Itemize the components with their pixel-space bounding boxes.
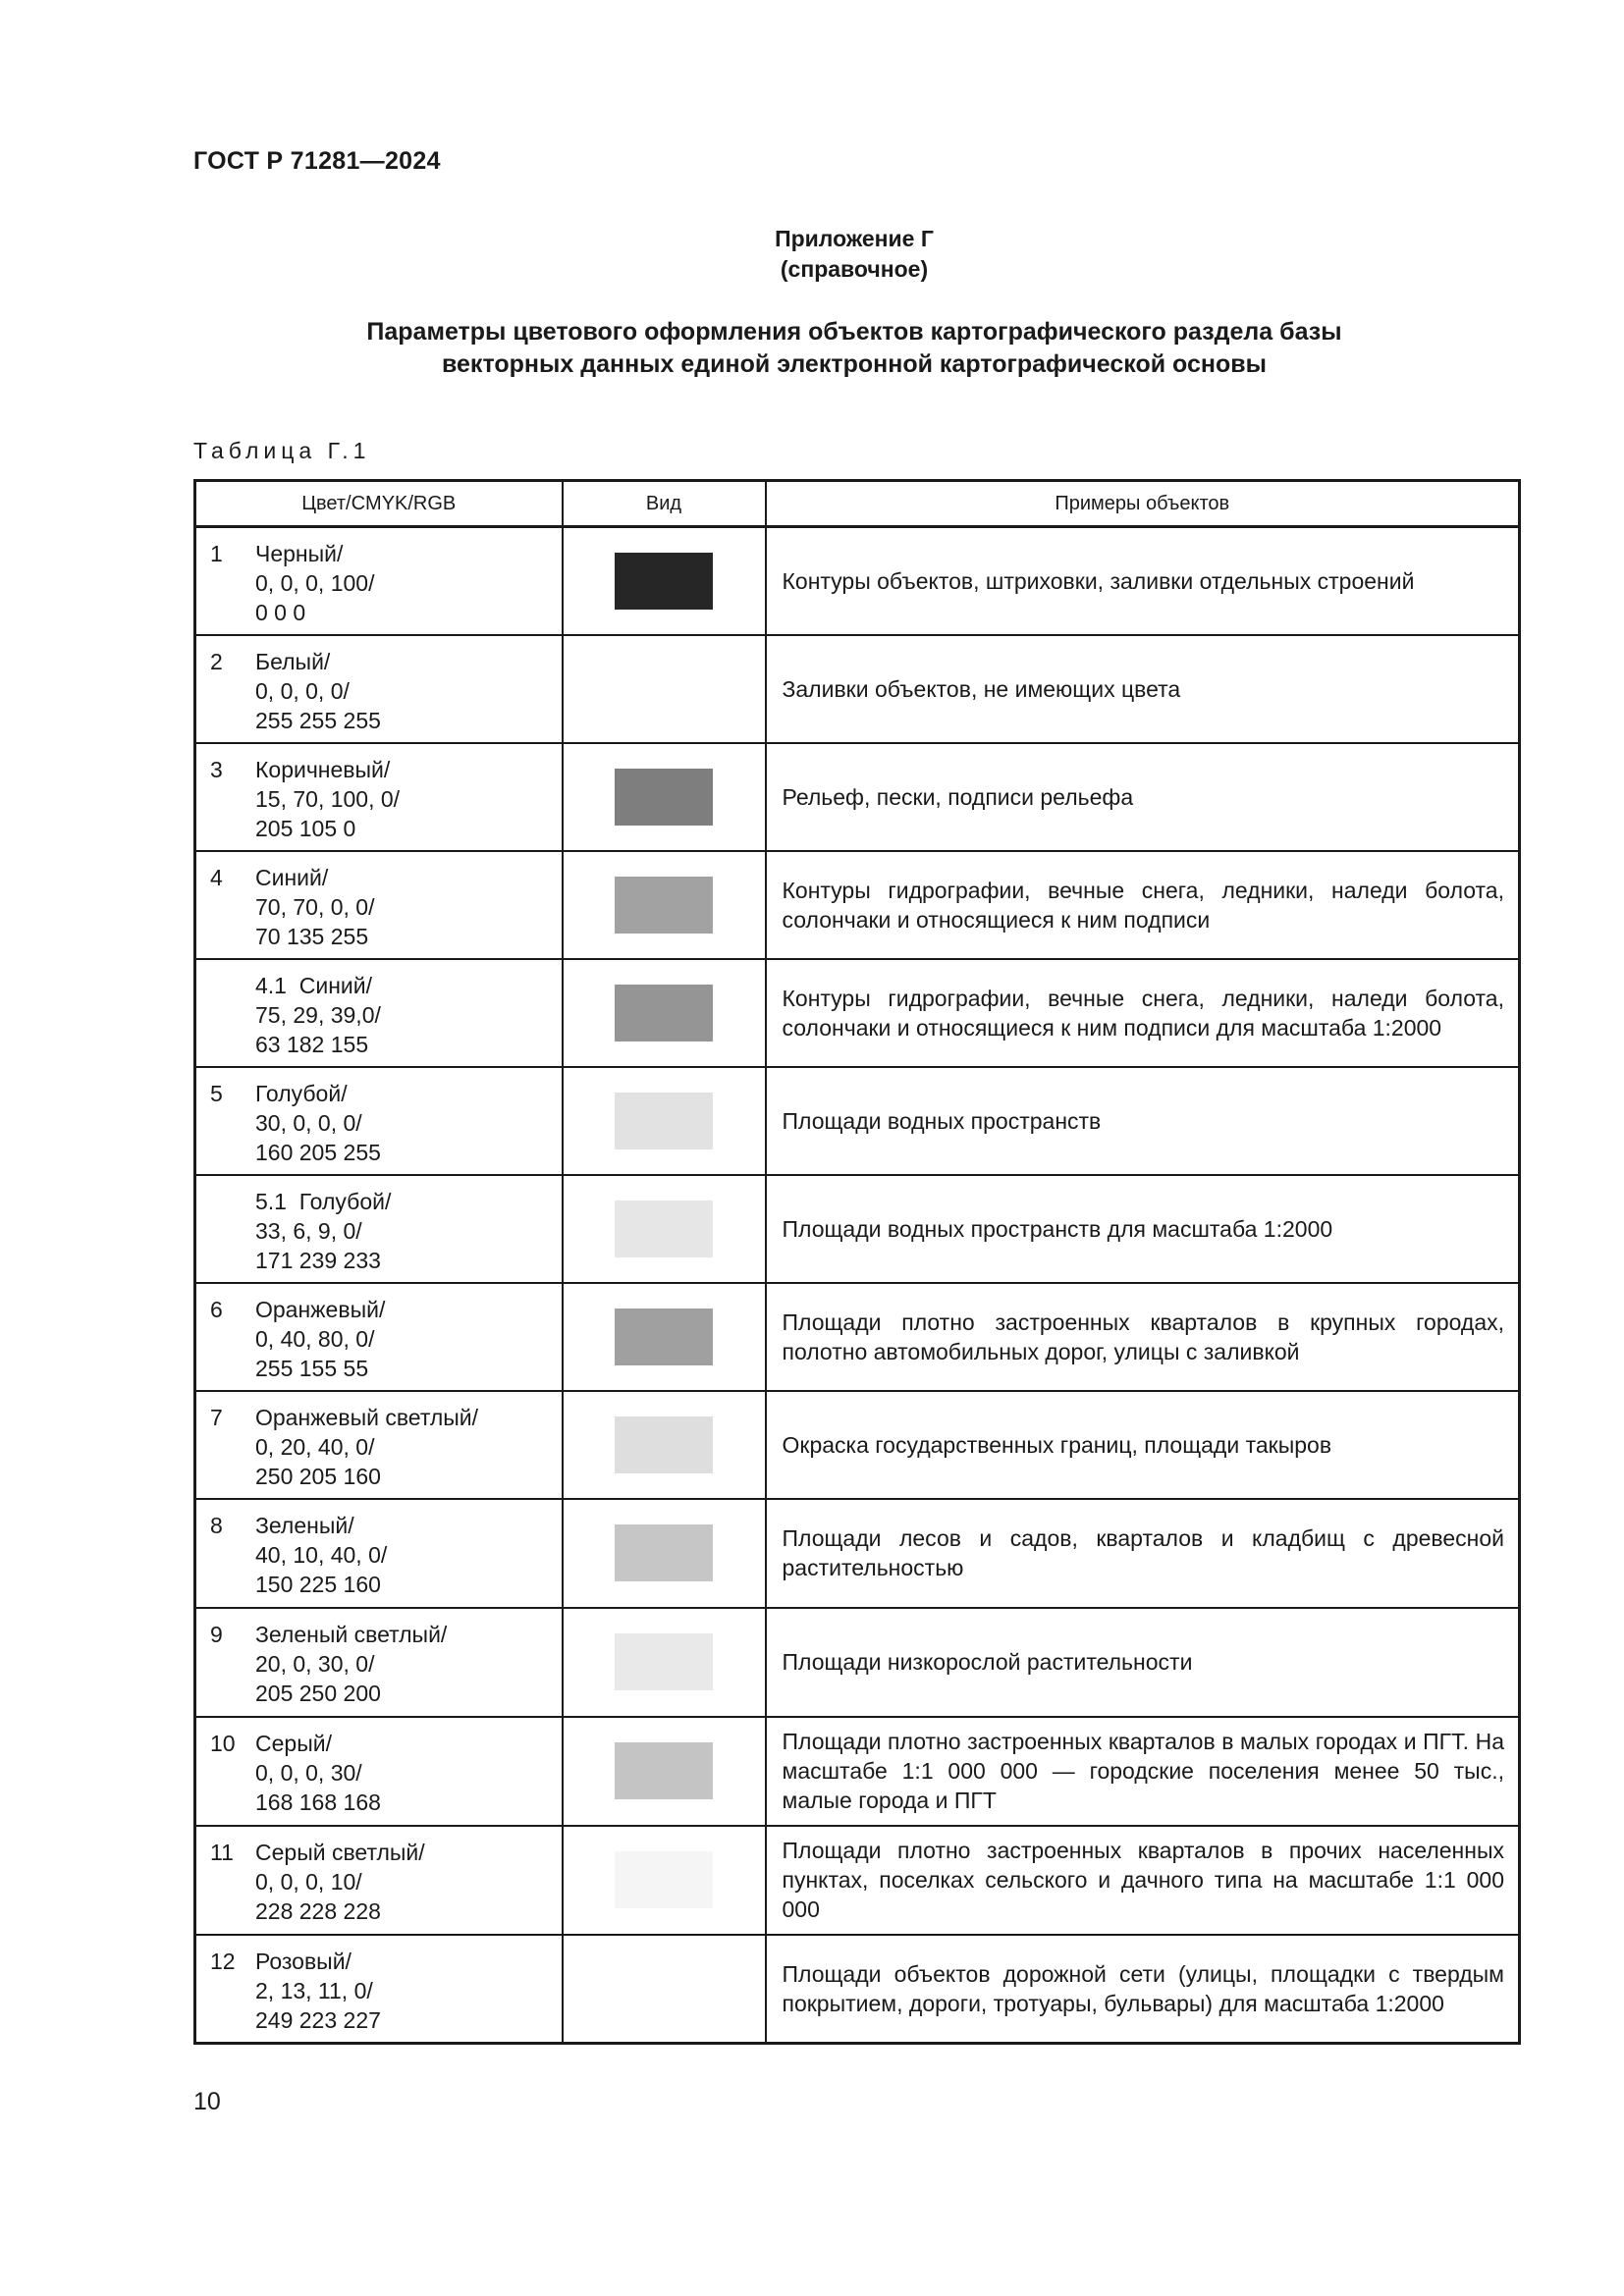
cmyk-value: 33, 6, 9, 0/ — [255, 1217, 362, 1244]
examples-cell: Рельеф, пески, подписи рельефа — [766, 743, 1520, 851]
color-swatch — [615, 1742, 713, 1799]
color-cell — [195, 1175, 563, 1283]
rgb-value: 70 135 255 — [255, 923, 369, 949]
row-number: 11 — [210, 1840, 234, 1865]
swatch-cell — [563, 1608, 766, 1717]
table-row — [195, 635, 1520, 743]
color-name-text: Голубой/ — [255, 1080, 348, 1106]
color-name-text: Зеленый светлый/ — [255, 1622, 448, 1647]
swatch-cell — [563, 1067, 766, 1175]
table-row — [195, 743, 1520, 851]
row-number: 9 — [210, 1622, 223, 1647]
color-name-text: Голубой/ — [298, 1188, 392, 1214]
examples-cell: Площади водных пространств — [766, 1067, 1520, 1175]
color-name-text: Серый/ — [255, 1731, 332, 1756]
color-name — [255, 1947, 381, 1976]
appendix-subtitle: (справочное) — [780, 256, 929, 282]
document-code: ГОСТ Р 71281—2024 — [193, 147, 441, 175]
cmyk-value: 75, 29, 39,0/ — [255, 1001, 381, 1028]
color-swatch — [615, 985, 713, 1041]
cmyk-value: 20, 0, 30, 0/ — [255, 1651, 375, 1677]
table-row — [195, 1067, 1520, 1175]
cmyk-value: 0, 0, 0, 30/ — [255, 1760, 362, 1786]
table-row — [195, 1391, 1520, 1499]
cmyk-value: 2, 13, 11, 0/ — [255, 1977, 373, 2003]
cmyk-value: 70, 70, 0, 0/ — [255, 893, 375, 920]
header-view: Вид — [563, 481, 766, 527]
color-cell — [195, 1717, 563, 1826]
color-name-text: Синий/ — [255, 864, 329, 890]
rgb-value: 63 182 155 — [255, 1031, 369, 1057]
color-name-text: Оранжевый светлый/ — [255, 1404, 479, 1430]
color-name — [255, 971, 381, 1000]
table-row — [195, 1283, 1520, 1391]
color-name-text: Оранжевый/ — [255, 1296, 386, 1322]
cmyk-value: 40, 10, 40, 0/ — [255, 1542, 388, 1568]
cmyk-value: 0, 0, 0, 0/ — [255, 677, 350, 704]
color-name — [255, 1511, 387, 1540]
examples-cell: Площади объектов дорожной сети (улицы, площадки с твердым покрытием, дороги, тротуары, бульвары) для масштаба 1:2000 — [766, 1935, 1520, 2044]
color-cell — [195, 959, 563, 1067]
color-name-text: Зеленый/ — [255, 1513, 354, 1538]
color-name — [255, 1620, 447, 1649]
examples-cell: Контуры гидрографии, вечные снега, ледники, наледи болота, солончаки и относящиеся к ним подписи — [766, 851, 1520, 959]
swatch-cell — [563, 1935, 766, 2044]
color-cell — [195, 1067, 563, 1175]
table-header-row — [195, 481, 1520, 527]
table-row — [195, 1499, 1520, 1608]
appendix-heading — [0, 224, 1624, 285]
rgb-value: 250 205 160 — [255, 1463, 381, 1489]
row-number: 4 — [210, 864, 223, 890]
row-number: 5.1 — [255, 1188, 287, 1214]
swatch-cell — [563, 635, 766, 743]
color-cell — [195, 1935, 563, 2044]
color-name-text: Розовый/ — [255, 1948, 352, 1974]
color-swatch — [615, 1524, 713, 1581]
color-name — [255, 647, 381, 676]
row-number: 2 — [210, 648, 223, 674]
rgb-value: 205 105 0 — [255, 815, 356, 841]
row-number: 7 — [210, 1404, 223, 1430]
row-number: 12 — [210, 1948, 236, 1974]
swatch-cell — [563, 527, 766, 635]
color-swatch — [615, 1633, 713, 1690]
cmyk-value: 0, 20, 40, 0/ — [255, 1433, 375, 1460]
header-color: Цвет/CMYK/RGB — [195, 481, 563, 527]
color-name — [255, 1187, 391, 1216]
cmyk-value: 0, 40, 80, 0/ — [255, 1325, 375, 1352]
rgb-value: 205 250 200 — [255, 1681, 381, 1706]
examples-cell: Площади плотно застроенных кварталов в крупных городах, полотно автомобильных дорог, улицы с заливкой — [766, 1283, 1520, 1391]
color-swatch — [615, 553, 713, 610]
color-name — [255, 1838, 425, 1867]
examples-cell: Площади водных пространств для масштаба 1:2000 — [766, 1175, 1520, 1283]
rgb-value: 228 228 228 — [255, 1898, 381, 1924]
rgb-value: 255 155 55 — [255, 1355, 369, 1381]
swatch-cell — [563, 1283, 766, 1391]
examples-cell: Заливки объектов, не имеющих цвета — [766, 635, 1520, 743]
color-cell — [195, 743, 563, 851]
table-row — [195, 1717, 1520, 1826]
table-row — [195, 1608, 1520, 1717]
examples-cell: Площади низкорослой растительности — [766, 1608, 1520, 1717]
examples-cell: Окраска государственных границ, площади такыров — [766, 1391, 1520, 1499]
color-swatch — [615, 1093, 713, 1149]
examples-cell: Площади плотно застроенных кварталов в прочих населенных пунктах, поселках сельского и дачного типа на масштабе 1:1 000 000 — [766, 1826, 1520, 1935]
color-swatch — [615, 1960, 713, 2017]
table-label: Таблица Г.1 — [193, 438, 371, 463]
color-parameters-table — [193, 479, 1521, 2045]
rgb-value: 168 168 168 — [255, 1789, 381, 1815]
cmyk-value: 0, 0, 0, 100/ — [255, 569, 375, 596]
row-number: 8 — [210, 1513, 223, 1538]
table-row — [195, 1935, 1520, 2044]
swatch-cell — [563, 1499, 766, 1608]
title-line-2: векторных данных единой электронной картографической основы — [441, 350, 1267, 378]
rgb-value: 150 225 160 — [255, 1572, 381, 1597]
table-row — [195, 527, 1520, 635]
examples-cell: Контуры гидрографии, вечные снега, ледники, наледи болота, солончаки и относящиеся к ним подписи для масштаба 1:2000 — [766, 959, 1520, 1067]
row-number: 5 — [210, 1080, 223, 1106]
examples-cell: Площади плотно застроенных кварталов в малых городах и ПГТ. На масштабе 1:1 000 000 — городские поселения менее 50 тыс., малые города и ПГТ — [766, 1717, 1520, 1826]
page-number: 10 — [193, 2088, 221, 2115]
appendix-title: Приложение Г — [775, 226, 934, 251]
color-name — [255, 1403, 478, 1432]
swatch-cell — [563, 1391, 766, 1499]
color-name-text: Черный/ — [255, 540, 344, 566]
color-cell — [195, 1391, 563, 1499]
color-swatch — [615, 1416, 713, 1473]
color-cell — [195, 1826, 563, 1935]
color-name-text: Коричневый/ — [255, 756, 391, 782]
row-number: 10 — [210, 1731, 236, 1756]
color-swatch — [615, 877, 713, 934]
header-examples: Примеры объектов — [766, 481, 1520, 527]
swatch-cell — [563, 851, 766, 959]
examples-cell: Площади лесов и садов, кварталов и кладбищ с древесной растительностью — [766, 1499, 1520, 1608]
color-name-text: Серый светлый/ — [255, 1840, 425, 1865]
table-row — [195, 1175, 1520, 1283]
color-cell — [195, 851, 563, 959]
color-swatch — [615, 1201, 713, 1257]
color-name — [255, 1295, 385, 1324]
color-cell — [195, 1608, 563, 1717]
swatch-cell — [563, 1175, 766, 1283]
swatch-cell — [563, 1826, 766, 1935]
cmyk-value: 15, 70, 100, 0/ — [255, 785, 401, 812]
color-cell — [195, 1499, 563, 1608]
color-name — [255, 755, 400, 784]
rgb-value: 255 255 255 — [255, 707, 381, 733]
color-swatch — [615, 661, 713, 718]
table-row — [195, 959, 1520, 1067]
color-swatch — [615, 1851, 713, 1908]
table-row — [195, 851, 1520, 959]
color-swatch — [615, 1308, 713, 1365]
cmyk-value: 30, 0, 0, 0/ — [255, 1109, 362, 1136]
rgb-value: 171 239 233 — [255, 1247, 381, 1273]
swatch-cell — [563, 959, 766, 1067]
color-swatch — [615, 769, 713, 826]
color-cell — [195, 635, 563, 743]
color-name — [255, 539, 374, 568]
color-name-text: Белый/ — [255, 648, 331, 674]
table-row — [195, 1826, 1520, 1935]
title-line-1: Параметры цветового оформления объектов картографического раздела базы — [366, 318, 1342, 346]
color-name-text: Синий/ — [298, 972, 373, 998]
document-title — [0, 316, 1624, 381]
rgb-value: 160 205 255 — [255, 1139, 381, 1165]
color-cell — [195, 527, 563, 635]
rgb-value: 0 0 0 — [255, 599, 306, 625]
color-name — [255, 1729, 381, 1758]
rgb-value: 249 223 227 — [255, 2006, 381, 2033]
row-number: 6 — [210, 1296, 223, 1322]
row-number: 1 — [210, 540, 223, 566]
color-cell — [195, 1283, 563, 1391]
swatch-cell — [563, 743, 766, 851]
examples-cell: Контуры объектов, штриховки, заливки отдельных строений — [766, 527, 1520, 635]
swatch-cell — [563, 1717, 766, 1826]
row-number: 3 — [210, 756, 223, 782]
cmyk-value: 0, 0, 0, 10/ — [255, 1869, 362, 1895]
color-name — [255, 863, 374, 892]
row-number: 4.1 — [255, 972, 287, 998]
color-name — [255, 1079, 381, 1108]
